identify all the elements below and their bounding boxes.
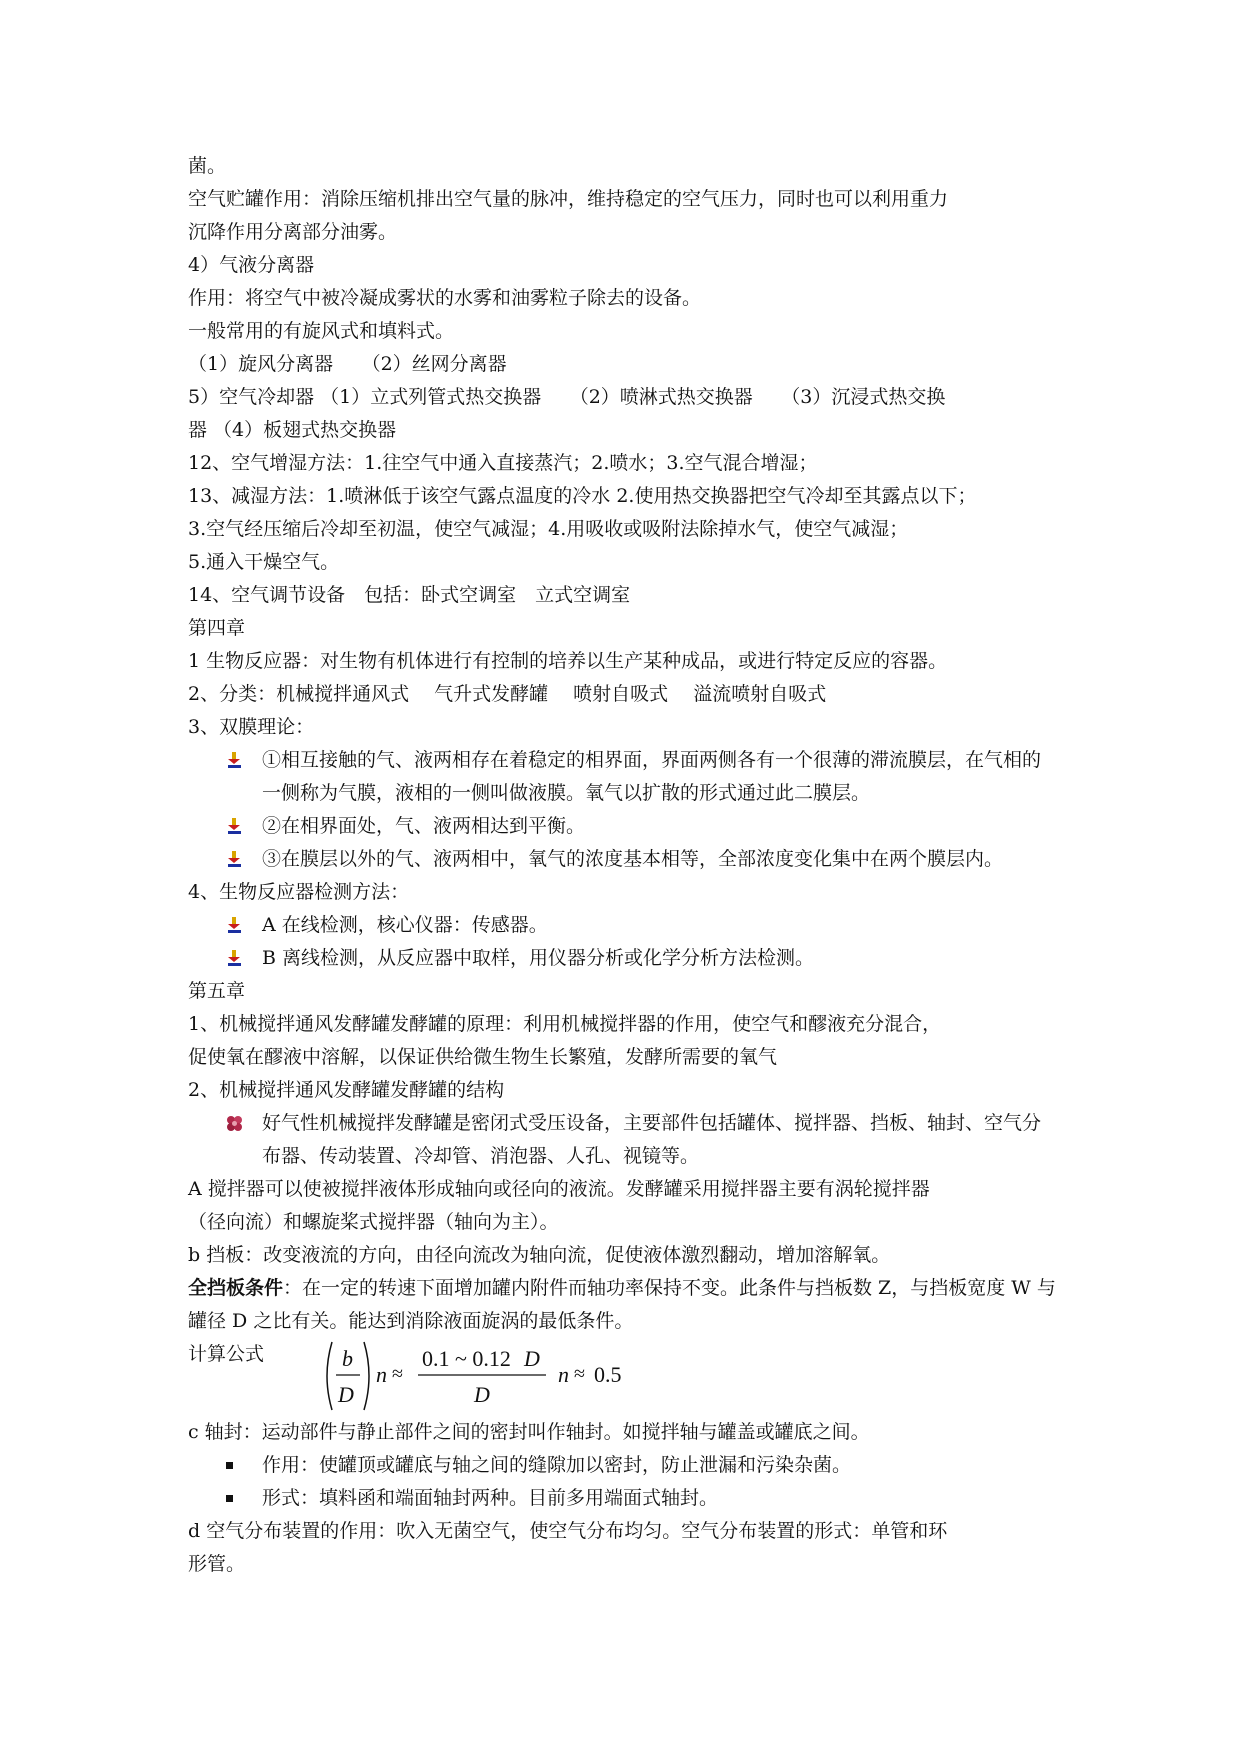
flower-bullet-icon	[226, 1115, 243, 1132]
formula-denominator: D	[474, 1382, 490, 1407]
arrow-bullet-icon	[226, 818, 243, 835]
list-item	[188, 1107, 1058, 1173]
text-line: 菌。	[188, 155, 227, 177]
list-item	[188, 1449, 1058, 1482]
list-item-text: ③在膜层以外的气、液两相中，氧气的浓度基本相等，全部浓度变化集中在两个膜层内。	[262, 848, 1004, 870]
text-line: 12、空气增湿方法：1.往空气中通入直接蒸汽；2.喷水；3.空气混合增湿；	[188, 452, 818, 474]
text-line: A 搅拌器可以使被搅拌液体形成轴向或径向的液流。发酵罐采用搅拌器主要有涡轮搅拌器	[188, 1178, 930, 1200]
formula-D: D	[338, 1382, 354, 1407]
arrow-bullet-icon	[226, 851, 243, 868]
text-line: 2、机械搅拌通风发酵罐发酵罐的结构	[188, 1079, 505, 1101]
full-baffle-text: ：在一定的转速下面增加罐内附件而轴功率保持不变。此条件与挡板数 Z，与挡板宽度 W 与罐径 D 之比有关。能达到消除液面旋涡的最低条件。	[188, 1277, 1056, 1332]
text-line: 空气贮罐作用：消除压缩机排出空气量的脉冲，维持稳定的空气压力，同时也可以利用重力	[188, 188, 949, 210]
text-line: 3、双膜理论：	[188, 716, 315, 738]
full-baffle-paragraph	[188, 1272, 1058, 1338]
text-line: 5）空气冷却器 （1）立式列管式热交换器 （2）喷淋式热交换器 （3）沉浸式热交换	[188, 386, 946, 408]
formula-approx2: ≈	[574, 1363, 585, 1385]
list-item-text: A 在线检测，核心仪器：传感器。	[262, 914, 548, 936]
text-line: 3.空气经压缩后冷却至初温，使空气减湿；4.用吸收或吸附法除掉水气，使空气减湿；	[188, 518, 909, 540]
arrow-bullet-icon	[226, 917, 243, 934]
text-line: （1）旋风分离器 （2）丝网分离器	[188, 353, 507, 375]
full-baffle-label: 全挡板条件	[188, 1277, 284, 1299]
list-item	[188, 942, 1058, 975]
formula-n2: n	[558, 1362, 569, 1387]
text-line: 促使氧在醪液中溶解，以保证供给微生物生长繁殖，发酵所需要的氧气	[188, 1046, 778, 1068]
text-line: 4）气液分离器	[188, 254, 315, 276]
text-line: 形管。	[188, 1553, 246, 1575]
formula-label: 计算公式	[188, 1343, 265, 1365]
formula	[318, 1336, 758, 1416]
formula-numerator-D: D	[524, 1346, 540, 1371]
text-line: （径向流）和螺旋桨式搅拌器（轴向为主）。	[188, 1211, 559, 1233]
formula-numerator: 0.1 ~ 0.12	[422, 1346, 511, 1371]
list-item-text: ①相互接触的气、液两相存在着稳定的相界面，界面两侧各有一个很薄的滞流膜层，在气相的一侧称为气膜，液相的一侧叫做液膜。氧气以扩散的形式通过此二膜层。	[262, 749, 1042, 804]
text-line: 器 （4）板翅式热交换器	[188, 419, 397, 441]
text-line: 作用：将空气中被冷凝成雾状的水雾和油雾粒子除去的设备。	[188, 287, 702, 309]
text-line: 13、减湿方法：1.喷淋低于该空气露点温度的冷水 2.使用热交换器把空气冷却至其露点以下；	[188, 485, 977, 507]
list-item	[188, 744, 1058, 810]
text-line: d 空气分布装置的作用：吹入无菌空气，使空气分布均匀。空气分布装置的形式：单管和环	[188, 1520, 948, 1542]
list-item-text: 作用：使罐顶或罐底与轴之间的缝隙加以密封，防止泄漏和污染杂菌。	[262, 1454, 852, 1476]
list-item-text: 形式：填料函和端面轴封两种。目前多用端面式轴封。	[262, 1487, 719, 1509]
list-item	[188, 810, 1058, 843]
formula-b: b	[342, 1346, 353, 1371]
text-line: 2、分类：机械搅拌通风式 气升式发酵罐 喷射自吸式 溢流喷射自吸式	[188, 683, 827, 705]
chapter-heading: 第五章	[188, 980, 246, 1002]
list-item	[188, 909, 1058, 942]
document-body	[188, 150, 1058, 1581]
text-line: b 挡板：改变液流的方向，由径向流改为轴向流，促使液体激烈翻动，增加溶解氧。	[188, 1244, 891, 1266]
text-line: 1、机械搅拌通风发酵罐发酵罐的原理：利用机械搅拌器的作用，使空气和醪液充分混合，	[188, 1013, 942, 1035]
square-bullet-icon	[226, 1462, 233, 1469]
list-item-text: ②在相界面处，气、液两相达到平衡。	[262, 815, 586, 837]
list-item	[188, 843, 1058, 876]
arrow-bullet-icon	[226, 752, 243, 769]
list-item-text: B 离线检测，从反应器中取样，用仪器分析或化学分析方法检测。	[262, 947, 815, 969]
list-item-text: 好气性机械搅拌发酵罐是密闭式受压设备，主要部件包括罐体、搅拌器、挡板、轴封、空气分布器、传动装置、冷却管、消泡器、人孔、视镜等。	[262, 1112, 1042, 1167]
formula-n: n	[376, 1362, 387, 1387]
text-line: 5.通入干燥空气。	[188, 551, 340, 573]
chapter-heading: 第四章	[188, 617, 246, 639]
text-line: 4、生物反应器检测方法：	[188, 881, 410, 903]
text-line: 一般常用的有旋风式和填料式。	[188, 320, 455, 342]
formula-result: 0.5	[594, 1362, 622, 1387]
text-line: 沉降作用分离部分油雾。	[188, 221, 398, 243]
text-line: c 轴封：运动部件与静止部件之间的密封叫作轴封。如搅拌轴与罐盖或罐底之间。	[188, 1421, 870, 1443]
formula-row	[188, 1338, 1058, 1416]
square-bullet-icon	[226, 1495, 233, 1502]
formula-approx: ≈	[392, 1363, 403, 1385]
text-line: 1 生物反应器：对生物有机体进行有控制的培养以生产某种成品，或进行特定反应的容器。	[188, 650, 948, 672]
list-item	[188, 1482, 1058, 1515]
text-line: 14、空气调节设备 包括：卧式空调室 立式空调室	[188, 584, 631, 606]
arrow-bullet-icon	[226, 950, 243, 967]
